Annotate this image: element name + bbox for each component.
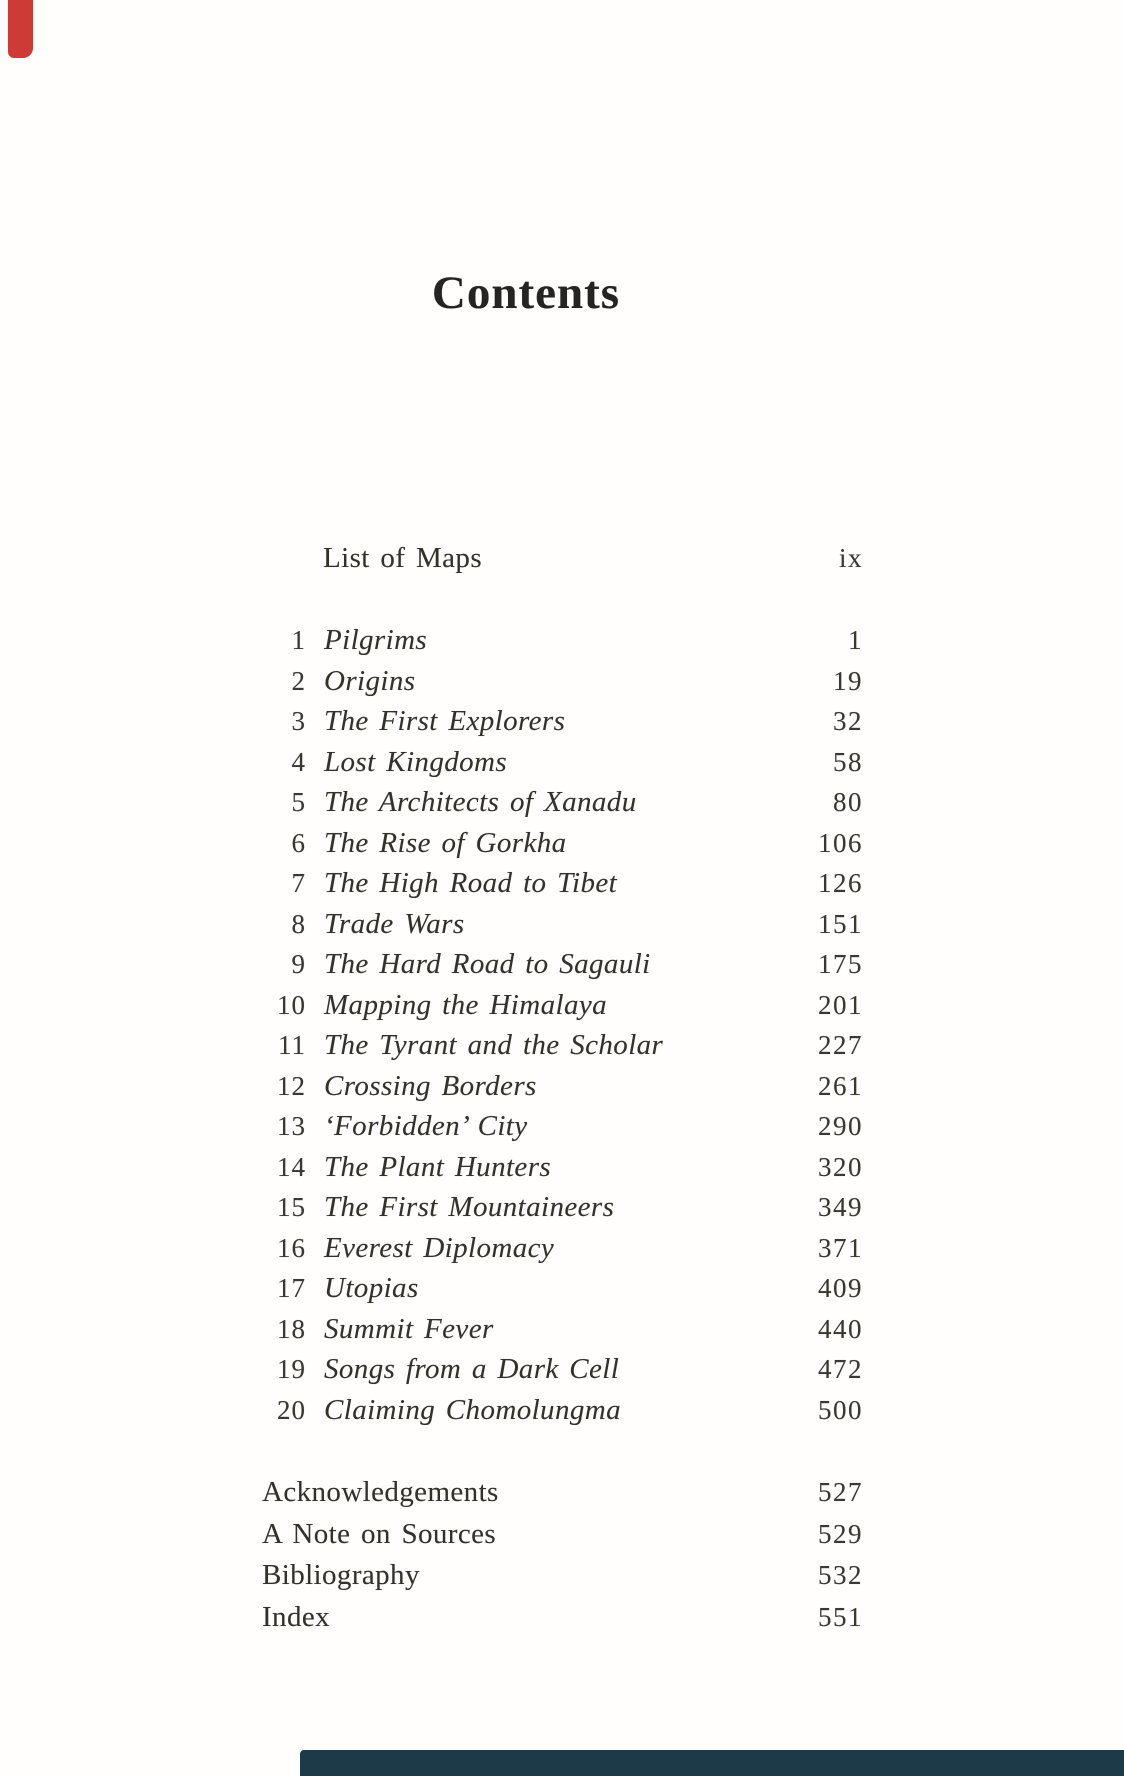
entry-page-number: 32 [833,706,863,736]
chapter-number: 4 [291,746,306,777]
entry-page-number: 151 [818,908,863,939]
chapter-number: 3 [291,706,306,736]
chapter-number: 12 [277,1070,306,1101]
chapter-number: 6 [291,827,306,858]
chapter-number: 8 [291,908,306,939]
toc-entry-acknowledgements [262,1472,863,1514]
toc-entry-chapter-4 [262,742,863,783]
entry-page-number: 58 [833,746,863,777]
entry-page-number: 440 [818,1313,863,1344]
chapter-title: ‘Forbidden’ City [324,1110,528,1142]
chapter-title: The High Road to Tibet [324,867,618,899]
entry-page-number: 1 [848,625,863,655]
toc-entry-chapter-11 [262,1025,863,1066]
chapter-title: Claiming Chomolungma [324,1393,621,1426]
toc-entry-chapter-1 [262,620,863,661]
chapter-number: 13 [277,1111,306,1141]
chapter-title: Everest Diplomacy [324,1231,555,1264]
chapter-number: 18 [277,1313,306,1344]
entry-label: Index [262,1600,331,1633]
chapter-title: The First Mountaineers [324,1191,615,1223]
toc-entry-chapter-20 [262,1390,863,1431]
chapter-number: 1 [291,625,306,655]
chapter-title: Trade Wars [324,907,465,940]
chapter-list [262,620,863,1430]
toc-entry-bibliography [262,1555,863,1597]
toc-entry-chapter-13 [262,1106,863,1147]
chapter-title: Songs from a Dark Cell [324,1353,620,1385]
chapter-number: 11 [278,1030,306,1060]
entry-page-number: 290 [818,1111,863,1141]
toc-entry-chapter-5 [262,782,863,823]
toc-entry-chapter-17 [262,1268,863,1309]
entry-page-number: 201 [818,989,863,1020]
entry-page-number: 320 [818,1151,863,1182]
chapter-title: Pilgrims [324,624,428,656]
chapter-title: Crossing Borders [324,1069,537,1102]
chapter-number: 9 [291,949,306,979]
toc-entry-note-on-sources [262,1514,863,1556]
page-title: Contents [431,267,621,320]
entry-page-number: 349 [818,1192,863,1222]
toc-entry-chapter-18 [262,1309,863,1350]
chapter-title: The Architects of Xanadu [324,786,637,818]
entry-page-number: 551 [818,1601,863,1632]
entry-label: A Note on Sources [262,1517,497,1550]
entry-page-number: 227 [818,1030,863,1060]
entry-label: List of Maps [323,542,483,574]
entry-label: Acknowledgements [262,1476,499,1508]
chapter-number: 7 [291,868,306,898]
chapter-number: 14 [277,1151,306,1182]
chapter-title: Utopias [324,1272,419,1304]
chapter-title: The Rise of Gorkha [324,826,567,859]
entry-page-number: 527 [818,1477,863,1507]
scan-artifact-red-bar [8,0,33,58]
toc-entry-chapter-12 [262,1066,863,1107]
toc-entry-chapter-3 [262,701,863,742]
entry-page-number: 19 [833,665,863,696]
entry-page-number: 175 [818,949,863,979]
toc-entry-chapter-6 [262,823,863,864]
entry-label: Bibliography [262,1559,420,1591]
chapter-number: 5 [291,787,306,817]
chapter-title: Lost Kingdoms [324,745,508,778]
chapter-number: 2 [291,665,306,696]
toc-entry-chapter-7 [262,863,863,904]
back-matter-list [262,1472,863,1638]
entry-page-number: 472 [818,1354,863,1384]
entry-page-number: 529 [818,1518,863,1549]
entry-page-number: ix [838,543,863,573]
entry-page-number: 500 [818,1394,863,1425]
chapter-title: The First Explorers [324,705,566,737]
front-matter-list [262,540,863,576]
toc-entry-chapter-14 [262,1147,863,1188]
toc-entry-index [262,1597,863,1639]
entry-page-number: 532 [818,1560,863,1590]
toc-entry-chapter-16 [262,1228,863,1269]
chapter-number: 16 [277,1232,306,1263]
chapter-number: 15 [277,1192,306,1222]
toc-entry-list-of-maps [262,540,863,576]
entry-page-number: 80 [833,787,863,817]
entry-page-number: 126 [818,868,863,898]
chapter-title: The Hard Road to Sagauli [324,948,651,980]
toc-entry-chapter-9 [262,944,863,985]
chapter-number: 10 [277,989,306,1020]
chapter-title: The Plant Hunters [324,1150,552,1183]
toc-entry-chapter-19 [262,1349,863,1390]
entry-page-number: 371 [818,1232,863,1263]
scan-artifact-bottom-bar [300,1750,1124,1776]
chapter-title: The Tyrant and the Scholar [324,1029,664,1061]
chapter-number: 19 [277,1354,306,1384]
toc-entry-chapter-15 [262,1187,863,1228]
toc-entry-chapter-10 [262,985,863,1026]
entry-page-number: 409 [818,1273,863,1303]
chapter-title: Summit Fever [324,1312,494,1345]
toc-entry-chapter-2 [262,661,863,702]
entry-page-number: 106 [818,827,863,858]
chapter-number: 20 [277,1394,306,1425]
toc-entry-chapter-8 [262,904,863,945]
entry-page-number: 261 [818,1070,863,1101]
chapter-number: 17 [277,1273,306,1303]
chapter-title: Mapping the Himalaya [324,988,608,1021]
chapter-title: Origins [324,664,416,697]
